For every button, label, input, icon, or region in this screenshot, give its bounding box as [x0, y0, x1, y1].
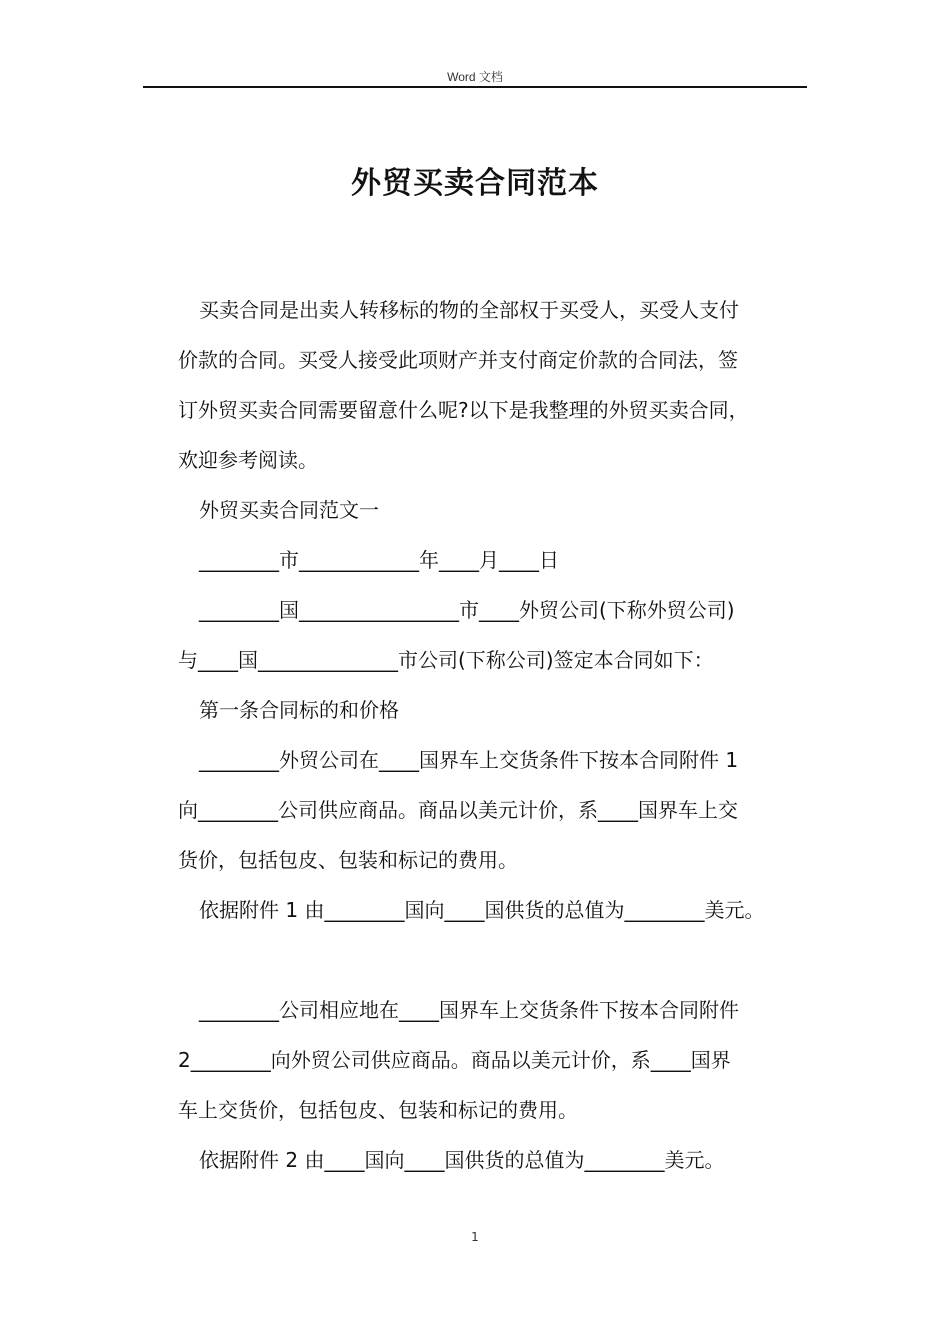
paragraph-line: 价款的合同。买受人接受此项财产并支付商定价款的合同法，签 [178, 348, 738, 372]
paragraph-line: ________公司相应地在____国界车上交货条件下按本合同附件 [199, 998, 739, 1022]
paragraph-line: ________市____________年____月____日 [199, 548, 559, 572]
paragraph-line: ________国________________市____外贸公司(下称外贸公司) [199, 598, 735, 622]
paragraph-line: 与____国______________市公司(下称公司)签定本合同如下： [178, 648, 714, 672]
paragraph-line: ________外贸公司在____国界车上交货条件下按本合同附件 1 [199, 748, 739, 772]
paragraph-line: 依据附件 1 由________国向____国供货的总值为________美元。 [199, 898, 765, 922]
page-number: 1 [471, 1230, 479, 1244]
paragraph-line: 车上交货价，包括包皮、包装和标记的费用。 [178, 1098, 578, 1122]
paragraph-line: 依据附件 2 由____国向____国供货的总值为________美元。 [199, 1148, 725, 1172]
section-heading: 外贸买卖合同范文一 [199, 498, 379, 522]
paragraph-line: 买卖合同是出卖人转移标的物的全部权于买受人，买受人支付 [199, 298, 739, 322]
header-divider [143, 86, 807, 88]
clause-heading: 第一条合同标的和价格 [199, 698, 399, 722]
paragraph-line: 向________公司供应商品。商品以美元计价，系____国界车上交 [178, 798, 738, 822]
document-title: 外贸买卖合同范本 [351, 166, 599, 201]
paragraph-line: 2________向外贸公司供应商品。商品以美元计价，系____国界 [178, 1048, 731, 1072]
paragraph-line: 欢迎参考阅读。 [178, 448, 318, 472]
paragraph-line: 订外贸买卖合同需要留意什么呢?以下是我整理的外贸买卖合同， [178, 398, 749, 422]
paragraph-line: 货价，包括包皮、包装和标记的费用。 [178, 848, 518, 872]
header-label: Word 文档 [447, 70, 503, 84]
